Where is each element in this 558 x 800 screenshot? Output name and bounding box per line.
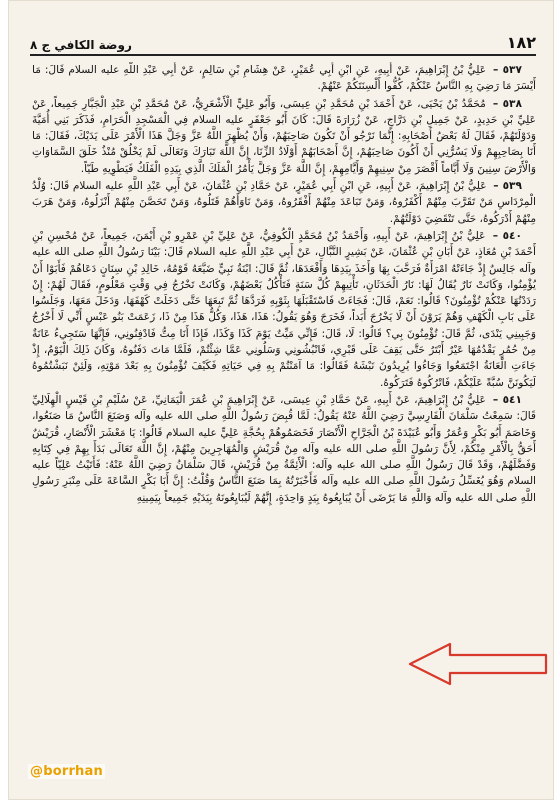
hadith-text: عَلِيُّ بْنُ إِبْرَاهِيمَ، عَنْ أَبِيهِ، عَنِ ابْنِ أَبِي عُمَيْرٍ، عَنْ هِشَامِ بْنِ سَالِمٍ، عَنْ أَبِي عَبْدِ اللَّهِ عليه السلام قَالَ: مَا أَيْسَرَ مَا رَضِيَ بِهِ النَّاسُ عَنْكُمْ، كُفُّوا أَلْسِنَتَكُمْ عَنْهُمْ. [32, 64, 536, 93]
hadith-paragraph-538 [32, 96, 536, 177]
hadith-text: عَلِيُّ بْنُ إِبْرَاهِيمَ، عَنْ أَبِيهِ، عَنِ ابْنِ أَبِي عُمَيْرٍ، عَنْ حَمَّادِ بْنِ عُثْمَانَ، عَنْ أَبِي عَبْدِ اللَّهِ عليه السلام قَالَ: وُلْدُ الْمِرْدَاسِ مَنْ تَقَرَّبَ مِنْهُمْ أَكْفَرُوهُ، وَمَنْ تَبَاعَدَ مِنْهُمْ أَفْقَرُوهُ، وَمَنْ نَاوَأَهُمْ قَتَلُوهُ، وَمَنْ تَحَصَّنَ مِنْهُمْ أَنْزَلُوهُ، وَمَنْ هَرَبَ مِنْهُمْ أَدْرَكُوهُ، حَتَّى تَنْقَضِيَ دَوْلَتُهُمْ. [32, 180, 536, 225]
hadith-number: ٥٤١ – [492, 393, 522, 406]
hadith-number: ٥٤٠ – [492, 229, 522, 242]
hadith-paragraph-539 [32, 178, 536, 227]
hadith-text: عَلِيُّ بْنُ إِبْرَاهِيمَ، عَنْ أَبِيهِ، وَأَحْمَدُ بْنُ مُحَمَّدٍ الْكُوفِيُّ، عَنْ عَلِيِّ بْنِ عَمْرِو بْنِ أَيْمَنَ، جَمِيعاً، عَنْ مُحْسِنِ بْنِ أَحْمَدَ بْنِ مُعَاذٍ، عَنْ أَبَانِ بْنِ عُثْمَانَ، عَنْ بَشِيرٍ النَّبَّالِ، عَنْ أَبِي عَبْدِ اللَّهِ عليه السلام قَالَ: بَيْنَا رَسُولُ اللَّهِ صلى الله عليه وآله جَالِسٌ إِذْ جَاءَتْهُ امْرَأَةٌ فَرَحَّبَ بِهَا وَأَخَذَ بِيَدِهَا وَأَقْعَدَهَا، ثُمَّ قَالَ: ابْنَةُ نَبِيٍّ ضَيَّعَهُ قَوْمُهُ، خَالِدِ بْنِ سِنَانٍ دَعَاهُمْ فَأَبَوْا أَنْ يُؤْمِنُوا، وَكَانَتْ نَارٌ يُقَالُ لَهَا: نَارُ الْحَدَثَانِ، تَأْتِيهِمْ كُلَّ سَنَةٍ فَتَأْكُلُ بَعْضَهُمْ، وَكَانَتْ تَخْرُجُ فِي وَقْتٍ مَعْلُومٍ، فَقَالَ لَهُمْ: إِنْ رَدَدْتُهَا عَنْكُمْ تُؤْمِنُونَ؟ قَالُوا: نَعَمْ، قَالَ: فَجَاءَتْ فَاسْتَقْبَلَهَا بِثَوْبِهِ فَرَدَّهَا ثُمَّ تَبِعَهَا حَتَّى دَخَلَتْ كَهْفَهَا، وَدَخَلَ مَعَهَا، وَجَلَسُوا عَلَى بَابِ الْكَهْفِ وَهُمْ يَرَوْنَ أَنْ لَا يَخْرُجَ أَبَداً، فَخَرَجَ وَهُوَ يَقُولُ: هَذَا، هَذَا، وَكُلُّ هَذَا مِنْ ذَا، زَعَمَتْ بَنُو عَبْسٍ أَنِّي لَا أَخْرُجُ وَجَبِينِي يَنْدَى، ثُمَّ قَالَ: تُؤْمِنُونَ بِي؟ قَالُوا: لَا، قَالَ: فَإِنِّي مَيِّتٌ يَوْمَ كَذَا وَكَذَا، فَإِذَا أَنَا مِتُّ فَادْفِنُونِي، فَإِنَّهَا سَتَجِيءُ عَانَةٌ مِنْ حُمُرٍ يَقْدُمُهَا عَيْرٌ أَبْتَرُ حَتَّى يَقِفَ عَلَى قَبْرِي، فَانْبُشُونِي وَسَلُونِي عَمَّا شِئْتُمْ، فَلَمَّا مَاتَ دَفَنُوهُ، وَكَانَ ذَلِكَ الْيَوْمُ، إِذْ جَاءَتِ الْعَانَةُ اجْتَمَعُوا وَجَاءُوا يُرِيدُونَ نَبْشَهُ فَقَالُوا: مَا آمَنْتُمْ بِهِ فِي حَيَاتِهِ فَكَيْفَ تُؤْمِنُونَ بِهِ بَعْدَ مَوْتِهِ، وَلَئِنْ نَبَشْتُمُوهُ لَيَكُونَنَّ سُبَّةً عَلَيْكُمْ، فَاتْرُكُوهُ فَتَرَكُوهُ. [32, 229, 536, 389]
hadith-text: مُحَمَّدُ بْنُ يَحْيَى، عَنْ أَحْمَدَ بْنِ مُحَمَّدِ بْنِ عِيسَى، وَأَبُو عَلِيٍّ الْأَشْعَرِيُّ، عَنْ مُحَمَّدِ بْنِ عَبْدِ الْجَبَّارِ جَمِيعاً، عَنْ عَلِيِّ بْنِ حَدِيدٍ، عَنْ جَمِيلِ بْنِ دَرَّاجٍ، عَنْ زُرَارَةَ قَالَ: كَانَ أَبُو جَعْفَرٍ عليه السلام فِي الْمَسْجِدِ الْحَرَامِ، فَذَكَرَ بَنِي أُمَيَّةَ وَدَوْلَتَهُمْ، فَقَالَ لَهُ بَعْضُ أَصْحَابِهِ: إِنَّمَا نَرْجُو أَنْ تَكُونَ صَاحِبَهُمْ، وَأَنْ يُظْهِرَ اللَّهُ عَزَّ وَجَلَّ هَذَا الْأَمْرَ عَلَى يَدَيْكَ، فَقَالَ: مَا أَنَا بِصَاحِبِهِمْ وَلَا يَسُرُّنِي أَنْ أَكُونَ صَاحِبَهُمْ، إِنَّ أَصْحَابَهُمْ أَوْلَادُ الزِّنَا، إِنَّ اللَّهَ تَبَارَكَ وَتَعَالَى لَمْ يَخْلُقْ مُنْذُ خَلَقَ السَّمَاوَاتِ وَالْأَرْضَ سِنِينَ وَلَا أَيَّاماً أَقْصَرَ مِنْ سِنِيهِمْ وَأَيَّامِهِمْ، إِنَّ اللَّهَ عَزَّ وَجَلَّ يَأْمُرُ الْمَلَكَ الَّذِي بِيَدِهِ الْفَلَكُ فَيَطْوِيهِ طَيّاً. [32, 97, 536, 175]
hadith-paragraph-540 [32, 228, 536, 391]
hadith-text: عَلِيُّ بْنُ إِبْرَاهِيمَ، عَنْ أَبِيهِ، عَنْ حَمَّادِ بْنِ عِيسَى، عَنْ إِبْرَاهِيمَ بْنِ عُمَرَ الْيَمَانِيِّ، عَنْ سُلَيْمِ بْنِ قَيْسٍ الْهِلَالِيِّ قَالَ: سَمِعْتُ سَلْمَانَ الْفَارِسِيَّ رَضِيَ اللَّهُ عَنْهُ يَقُولُ: لَمَّا قُبِضَ رَسُولُ اللَّهِ صلى الله عليه وآله وَصَنَعَ النَّاسُ مَا صَنَعُوا، وَخَاصَمَ أَبُو بَكْرٍ وَعُمَرُ وَأَبُو عُبَيْدَةَ بْنُ الْجَرَّاحِ الْأَنْصَارَ فَخَصَمُوهُمْ بِحُجَّةِ عَلِيٍّ عليه السلام قَالُوا: يَا مَعْشَرَ الْأَنْصَارِ، قُرَيْشٌ أَحَقُّ بِالْأَمْرِ مِنْكُمْ، لِأَنَّ رَسُولَ اللَّهِ صلى الله عليه وآله مِنْ قُرَيْشٍ وَالْمُهَاجِرِينَ مِنْهُمْ، إِنَّ اللَّهَ تَعَالَى بَدَأَ بِهِمْ فِي كِتَابِهِ وَفَضَّلَهُمْ، وَقَدْ قَالَ رَسُولُ اللَّهِ صلى الله عليه وآله: الْأَئِمَّةُ مِنْ قُرَيْشٍ، قَالَ سَلْمَانُ رَضِيَ اللَّهُ عَنْهُ: فَأَتَيْتُ عَلِيّاً عليه السلام وَهُوَ يُغَسِّلُ رَسُولَ اللَّهِ صلى الله عليه وآله فَأَخْبَرْتُهُ بِمَا صَنَعَ النَّاسُ وَقُلْتُ: إِنَّ أَبَا بَكْرٍ السَّاعَةَ عَلَى مِنْبَرِ رَسُولِ اللَّهِ صلى الله عليه وآله وَاللَّهِ مَا يَرْضَى أَنْ يُبَايِعُوهُ بِيَدٍ وَاحِدَةٍ، إِنَّهُمْ لَيُبَايِعُونَهُ بِيَدَيْهِ جَمِيعاً بِيَمِينِهِ [32, 393, 536, 504]
watermark-handle: @borrhan [30, 764, 103, 779]
hadith-paragraph-541 [32, 392, 536, 506]
page-header [30, 26, 536, 56]
book-title: روضة الكافي ج ٨ [30, 38, 132, 52]
page-number: ١٨٢ [506, 33, 536, 52]
red-arrow-icon [406, 641, 550, 687]
hadith-number: ٥٣٩ – [493, 180, 522, 193]
arrow-outline [410, 644, 546, 684]
hadith-number: ٥٣٨ – [492, 97, 522, 110]
hadith-paragraph-537 [32, 62, 536, 95]
hadith-number: ٥٣٧ – [493, 64, 522, 76]
